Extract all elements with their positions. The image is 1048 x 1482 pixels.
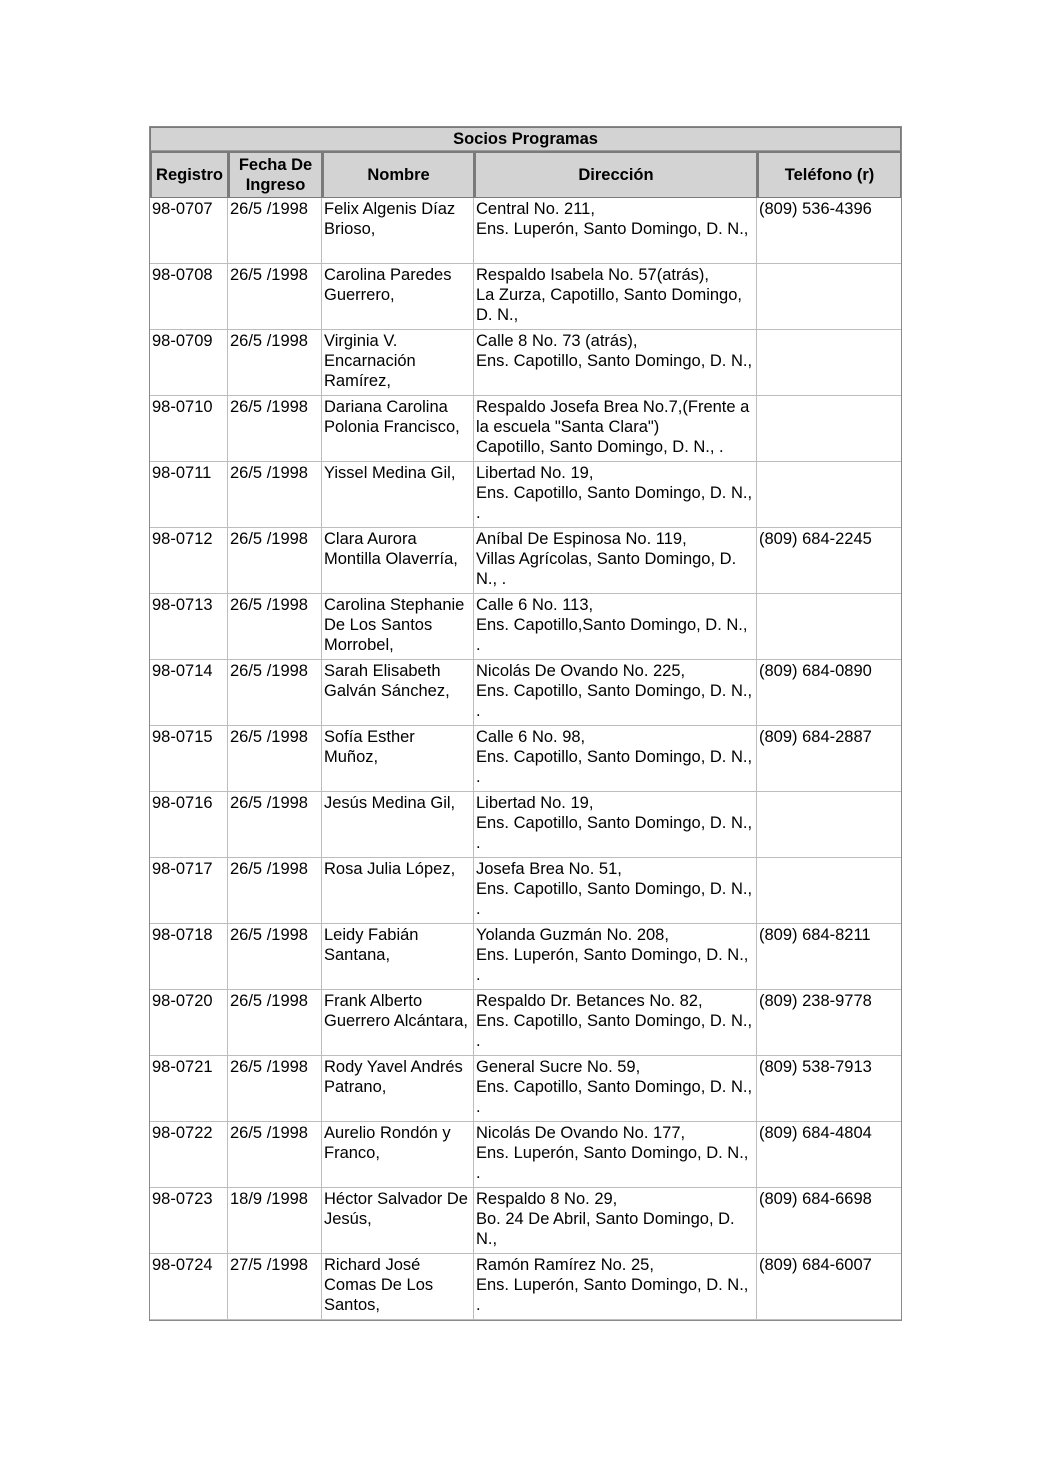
cell-nombre: Virginia V. Encarnación Ramírez, [322,330,474,396]
table-row [150,1188,901,1254]
cell-nombre: Carolina Paredes Guerrero, [322,264,474,330]
cell-registro: 98-0722 [150,1122,228,1188]
cell-registro: 98-0717 [150,858,228,924]
cell-fecha: 26/5 /1998 [228,726,322,792]
cell-direccion: Calle 6 No. 98, Ens. Capotillo, Santo Domingo, D. N., . [474,726,757,792]
cell-telefono: (809) 684-2887 [757,726,901,792]
cell-direccion: Aníbal De Espinosa No. 119, Villas Agrícolas, Santo Domingo, D. N., . [474,528,757,594]
cell-telefono: (809) 684-6698 [757,1188,901,1254]
cell-fecha: 26/5 /1998 [228,1122,322,1188]
table-row [150,264,901,330]
cell-registro: 98-0711 [150,462,228,528]
cell-nombre: Yissel Medina Gil, [322,462,474,528]
table-row [150,330,901,396]
cell-telefono [757,858,901,924]
cell-nombre: Aurelio Rondón y Franco, [322,1122,474,1188]
header-registro: Registro [150,151,228,198]
table-row [150,528,901,594]
cell-telefono [757,792,901,858]
cell-fecha: 26/5 /1998 [228,858,322,924]
cell-nombre: Carolina Stephanie De Los Santos Morrobel, [322,594,474,660]
document-page [149,126,900,1321]
cell-telefono: (809) 684-6007 [757,1254,901,1320]
cell-registro: 98-0724 [150,1254,228,1320]
cell-telefono [757,594,901,660]
cell-registro: 98-0708 [150,264,228,330]
cell-fecha: 26/5 /1998 [228,594,322,660]
cell-nombre: Héctor Salvador De Jesús, [322,1188,474,1254]
cell-registro: 98-0713 [150,594,228,660]
cell-fecha: 26/5 /1998 [228,792,322,858]
socios-table [149,126,902,1321]
cell-direccion: Libertad No. 19, Ens. Capotillo, Santo Domingo, D. N., . [474,462,757,528]
table-row [150,1122,901,1188]
cell-fecha: 26/5 /1998 [228,462,322,528]
cell-fecha: 26/5 /1998 [228,198,322,264]
header-telefono: Teléfono (r) [757,151,901,198]
cell-direccion: Nicolás De Ovando No. 177, Ens. Luperón, Santo Domingo, D. N., . [474,1122,757,1188]
cell-registro: 98-0710 [150,396,228,462]
table-row [150,396,901,462]
cell-direccion: Respaldo Isabela No. 57(atrás), La Zurza, Capotillo, Santo Domingo, D. N., [474,264,757,330]
table-row [150,792,901,858]
cell-direccion: Nicolás De Ovando No. 225, Ens. Capotillo, Santo Domingo, D. N., . [474,660,757,726]
cell-telefono [757,396,901,462]
cell-fecha: 26/5 /1998 [228,660,322,726]
cell-registro: 98-0721 [150,1056,228,1122]
cell-registro: 98-0712 [150,528,228,594]
cell-nombre: Sarah Elisabeth Galván Sánchez, [322,660,474,726]
cell-nombre: Dariana Carolina Polonia Francisco, [322,396,474,462]
cell-direccion: Josefa Brea No. 51, Ens. Capotillo, Santo Domingo, D. N., . [474,858,757,924]
cell-registro: 98-0718 [150,924,228,990]
cell-fecha: 26/5 /1998 [228,528,322,594]
table-row [150,858,901,924]
cell-direccion: Respaldo Josefa Brea No.7,(Frente a la escuela "Santa Clara") Capotillo, Santo Domingo, D. N., . [474,396,757,462]
cell-telefono [757,330,901,396]
cell-registro: 98-0709 [150,330,228,396]
table-row [150,1254,901,1320]
cell-fecha: 27/5 /1998 [228,1254,322,1320]
cell-telefono: (809) 238-9778 [757,990,901,1056]
table-body [150,198,901,1320]
cell-nombre: Jesús Medina Gil, [322,792,474,858]
table-row [150,924,901,990]
cell-direccion: Respaldo Dr. Betances No. 82, Ens. Capotillo, Santo Domingo, D. N., . [474,990,757,1056]
cell-registro: 98-0716 [150,792,228,858]
table-row [150,726,901,792]
cell-telefono: (809) 538-7913 [757,1056,901,1122]
cell-telefono: (809) 684-2245 [757,528,901,594]
cell-fecha: 18/9 /1998 [228,1188,322,1254]
cell-direccion: Central No. 211, Ens. Luperón, Santo Domingo, D. N., [474,198,757,264]
cell-registro: 98-0723 [150,1188,228,1254]
cell-telefono [757,462,901,528]
cell-registro: 98-0715 [150,726,228,792]
table-row [150,198,901,264]
table-title: Socios Programas [150,127,901,151]
cell-fecha: 26/5 /1998 [228,264,322,330]
cell-telefono: (809) 536-4396 [757,198,901,264]
cell-telefono [757,264,901,330]
cell-fecha: 26/5 /1998 [228,1056,322,1122]
table-row [150,660,901,726]
header-direccion: Dirección [474,151,757,198]
cell-telefono: (809) 684-4804 [757,1122,901,1188]
cell-direccion: General Sucre No. 59, Ens. Capotillo, Santo Domingo, D. N., . [474,1056,757,1122]
cell-fecha: 26/5 /1998 [228,990,322,1056]
cell-nombre: Clara Aurora Montilla Olaverría, [322,528,474,594]
cell-direccion: Ramón Ramírez No. 25, Ens. Luperón, Santo Domingo, D. N., . [474,1254,757,1320]
cell-direccion: Respaldo 8 No. 29, Bo. 24 De Abril, Santo Domingo, D. N., [474,1188,757,1254]
cell-direccion: Calle 6 No. 113, Ens. Capotillo,Santo Domingo, D. N., . [474,594,757,660]
cell-nombre: Leidy Fabián Santana, [322,924,474,990]
cell-nombre: Frank Alberto Guerrero Alcántara, [322,990,474,1056]
table-row [150,1056,901,1122]
cell-nombre: Felix Algenis Díaz Brioso, [322,198,474,264]
table-row [150,990,901,1056]
cell-nombre: Rosa Julia López, [322,858,474,924]
cell-nombre: Rody Yavel Andrés Patrano, [322,1056,474,1122]
cell-fecha: 26/5 /1998 [228,396,322,462]
header-nombre: Nombre [322,151,474,198]
cell-nombre: Sofía Esther Muñoz, [322,726,474,792]
table-row [150,594,901,660]
cell-telefono: (809) 684-0890 [757,660,901,726]
table-row [150,462,901,528]
cell-registro: 98-0707 [150,198,228,264]
cell-registro: 98-0714 [150,660,228,726]
cell-direccion: Yolanda Guzmán No. 208, Ens. Luperón, Santo Domingo, D. N., . [474,924,757,990]
cell-telefono: (809) 684-8211 [757,924,901,990]
cell-fecha: 26/5 /1998 [228,330,322,396]
header-fecha: Fecha De Ingreso [228,151,322,198]
cell-nombre: Richard José Comas De Los Santos, [322,1254,474,1320]
cell-direccion: Libertad No. 19, Ens. Capotillo, Santo Domingo, D. N., . [474,792,757,858]
cell-fecha: 26/5 /1998 [228,924,322,990]
cell-direccion: Calle 8 No. 73 (atrás), Ens. Capotillo, Santo Domingo, D. N., [474,330,757,396]
cell-registro: 98-0720 [150,990,228,1056]
